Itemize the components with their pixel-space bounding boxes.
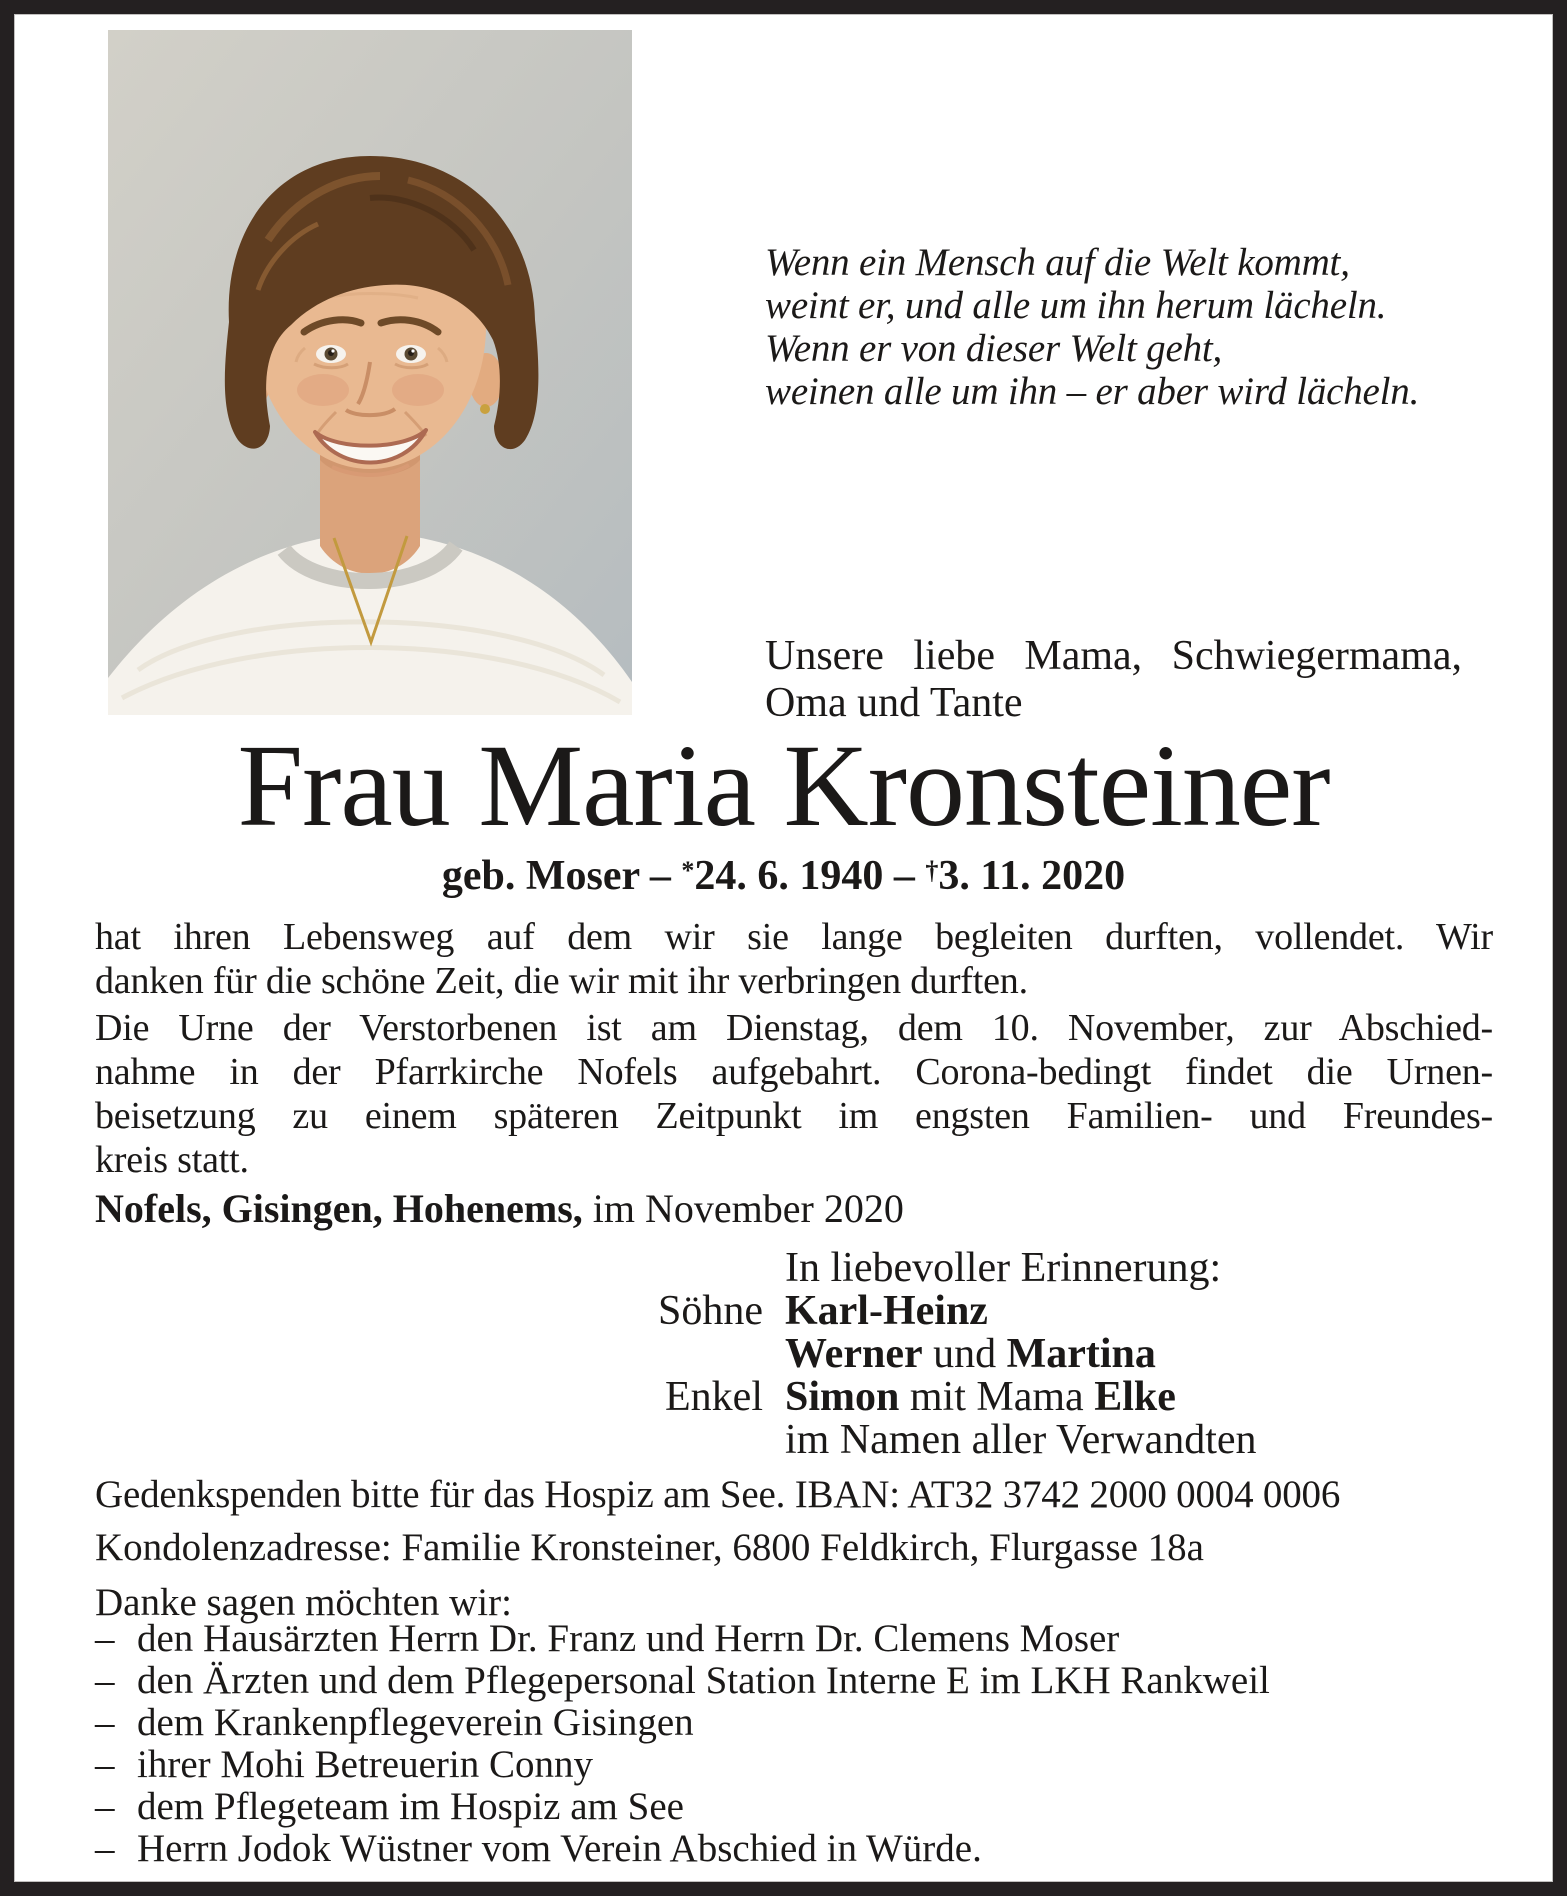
thanks-item: – ihrer Mohi Betreuerin Conny: [95, 1743, 593, 1786]
salutation: [765, 633, 1462, 727]
condolence-address-line: Kondolenzadresse: Familie Kronsteiner, 6800 Feldkirch, Flurgasse 18a: [95, 1526, 1204, 1569]
remembrance-label: [95, 1419, 763, 1462]
birth-star-symbol: *: [681, 856, 695, 885]
thanks-item: – Herrn Jodok Wüstner vom Verein Abschied in Würde.: [95, 1827, 982, 1870]
birth-death-line: [14, 848, 1553, 899]
memorial-poem: [765, 241, 1477, 413]
deceased-name: Frau Maria Kronsteiner: [237, 720, 1330, 851]
death-date: 3. 11. 2020: [938, 852, 1126, 899]
body-line: beisetzung zu einem späteren Zeitpunkt im engsten Familien- und Freundes-: [95, 1095, 1493, 1137]
thanks-item: – den Hausärzten Herrn Dr. Franz und Herrn Dr. Clemens Moser: [95, 1617, 1120, 1660]
list-dash: –: [95, 1827, 115, 1870]
remembrance-label: Söhne: [658, 1288, 763, 1334]
thanks-list: [95, 1618, 1505, 1870]
thanks-title: Danke sagen möchten wir:: [95, 1581, 512, 1624]
separator-dash: –: [649, 852, 671, 899]
salutation-line: Oma und Tante: [765, 680, 1023, 726]
remembrance-label: [95, 1333, 763, 1376]
remembrance-block: [95, 1247, 1493, 1462]
salutation-line: Unsere liebe Mama, Schwiegermama,: [765, 633, 1462, 679]
body-line: hat ihren Lebensweg auf dem wir sie lange begleiten durften, vollendet. Wir: [95, 916, 1493, 958]
list-dash: –: [95, 1617, 115, 1660]
portrait-illustration: [108, 30, 632, 715]
obituary-paragraph: [95, 915, 1493, 1003]
birth-date: 24. 6. 1940: [694, 852, 884, 899]
portrait-photo: [108, 30, 632, 715]
remembrance-label: [95, 1247, 763, 1290]
poem-line: Wenn er von dieser Welt geht,: [765, 327, 1223, 370]
body-line: Die Urne der Verstorbenen ist am Dienstag, dem 10. November, zur Abschied-: [95, 1007, 1493, 1049]
thanks-item: – dem Pflegeteam im Hospiz am See: [95, 1785, 684, 1828]
list-dash: –: [95, 1743, 115, 1786]
month-year: im November 2020: [592, 1186, 904, 1231]
remembrance-closing: im Namen aller Verwandten: [785, 1417, 1257, 1463]
separator-dash: –: [893, 852, 915, 899]
thanks-item: – den Ärzten und dem Pflegepersonal Station Interne E im LKH Rankweil: [95, 1659, 1270, 1702]
list-dash: –: [95, 1701, 115, 1744]
poem-line: weint er, und alle um ihn herum lächeln.: [765, 284, 1387, 327]
body-line: kreis statt.: [95, 1139, 249, 1181]
maiden-name: geb. Moser: [441, 852, 640, 899]
obituary-paragraph: [95, 1006, 1493, 1182]
death-cross-symbol: †: [925, 856, 939, 885]
list-dash: –: [95, 1659, 115, 1702]
body-line: nahme in der Pfarrkirche Nofels aufgebahrt. Corona-bedingt findet die Urnen-: [95, 1051, 1493, 1093]
donation-line: Gedenkspenden bitte für das Hospiz am See. IBAN: AT32 3742 2000 0004 0006: [95, 1473, 1341, 1516]
remembrance-names: Karl-Heinz: [785, 1288, 988, 1334]
poem-line: weinen alle um ihn – er aber wird lächeln.: [765, 370, 1420, 413]
remembrance-title: In liebevoller Erinnerung:: [785, 1245, 1222, 1291]
list-dash: –: [95, 1785, 115, 1828]
place-date-line: [95, 1186, 1493, 1232]
remembrance-label: Enkel: [665, 1374, 763, 1420]
poem-line: Wenn ein Mensch auf die Welt kommt,: [765, 241, 1350, 284]
thanks-item: – dem Krankenpflegeverein Gisingen: [95, 1701, 694, 1744]
remembrance-names: Simon mit Mama Elke: [785, 1374, 1176, 1420]
remembrance-names: Werner und Martina: [785, 1331, 1156, 1377]
body-line: danken für die schöne Zeit, die wir mit ihr verbringen durften.: [95, 960, 1028, 1002]
places: Nofels, Gisingen, Hohenems,: [95, 1186, 583, 1231]
